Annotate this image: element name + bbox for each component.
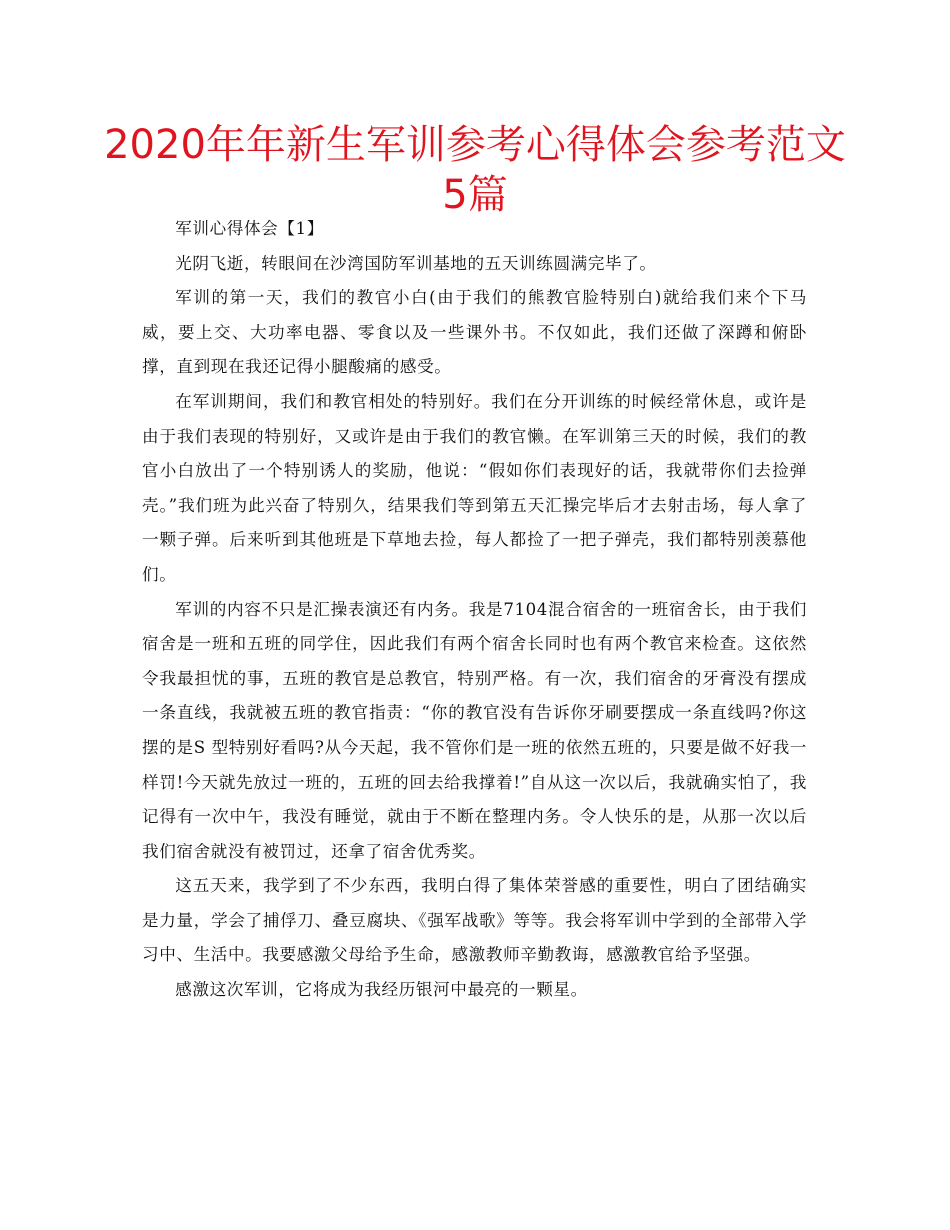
document-body <box>142 212 807 1008</box>
paragraph-4: 军训的内容不只是汇操表演还有内务。我是7104混合宿舍的一班宿舍长，由于我们宿舍是一班和五班的同学住，因此我们有两个宿舍长同时也有两个教官来检查。这依然令我最担忧的事，五班的教官是总教官，特别严格。有一次，我们宿舍的牙膏没有摆成一条直线，我就被五班的教官指责：“你的教官没有告诉你牙刷要摆成一条直线吗?你这摆的是S 型特别好看吗?从今天起，我不管你们是一班的依然五班的，只要是做不好我一样罚!今天就先放过一班的，五班的回去给我撑着!”自从这一次以后，我就确实怕了，我记得有一次中午，我没有睡觉，就由于不断在整理内务。令人快乐的是，从那一次以后我们宿舍就没有被罚过，还拿了宿舍优秀奖。 <box>142 599 807 861</box>
title-line-1: 2020年年新生军训参考心得体会参考范文 <box>104 122 846 168</box>
paragraph-1: 光阴飞逝，转眼间在沙湾国防军训基地的五天训练圆满完毕了。 <box>175 253 657 273</box>
section-heading: 军训心得体会【1】 <box>175 219 324 238</box>
paragraph-2: 军训的第一天，我们的教官小白(由于我们的熊教官脸特别白)就给我们来个下马威，要上交、大功率电器、零食以及一些课外书。不仅如此，我们还做了深蹲和俯卧撑，直到现在我还记得小腿酸痛的感受。 <box>142 288 807 377</box>
paragraph-5: 这五天来，我学到了不少东西，我明白得了集体荣誉感的重要性，明白了团结确实是力量，学会了捕俘刀、叠豆腐块、《强军战歌》等等。我会将军训中学到的全部带入学习中、生活中。我要感激父母给予生命，感激教师辛勤教诲，感激教官给予坚强。 <box>142 876 807 965</box>
paragraph-3: 在军训期间，我们和教官相处的特别好。我们在分开训练的时候经常休息，或许是由于我们表现的特别好，又或许是由于我们的教官懒。在军训第三天的时候，我们的教官小白放出了一个特别诱人的奖励，他说：“假如你们表现好的话，我就带你们去捡弹壳。”我们班为此兴奋了特别久，结果我们等到第五天汇操完毕后才去射击场，每人拿了一颗子弹。后来听到其他班是下草地去捡，每人都捡了一把子弹壳，我们都特别羡慕他们。 <box>142 391 807 584</box>
title-line-2: 5篇 <box>442 172 508 218</box>
document-title <box>100 120 850 220</box>
paragraph-6: 感激这次军训，它将成为我经历银河中最亮的一颗星。 <box>175 980 588 1000</box>
